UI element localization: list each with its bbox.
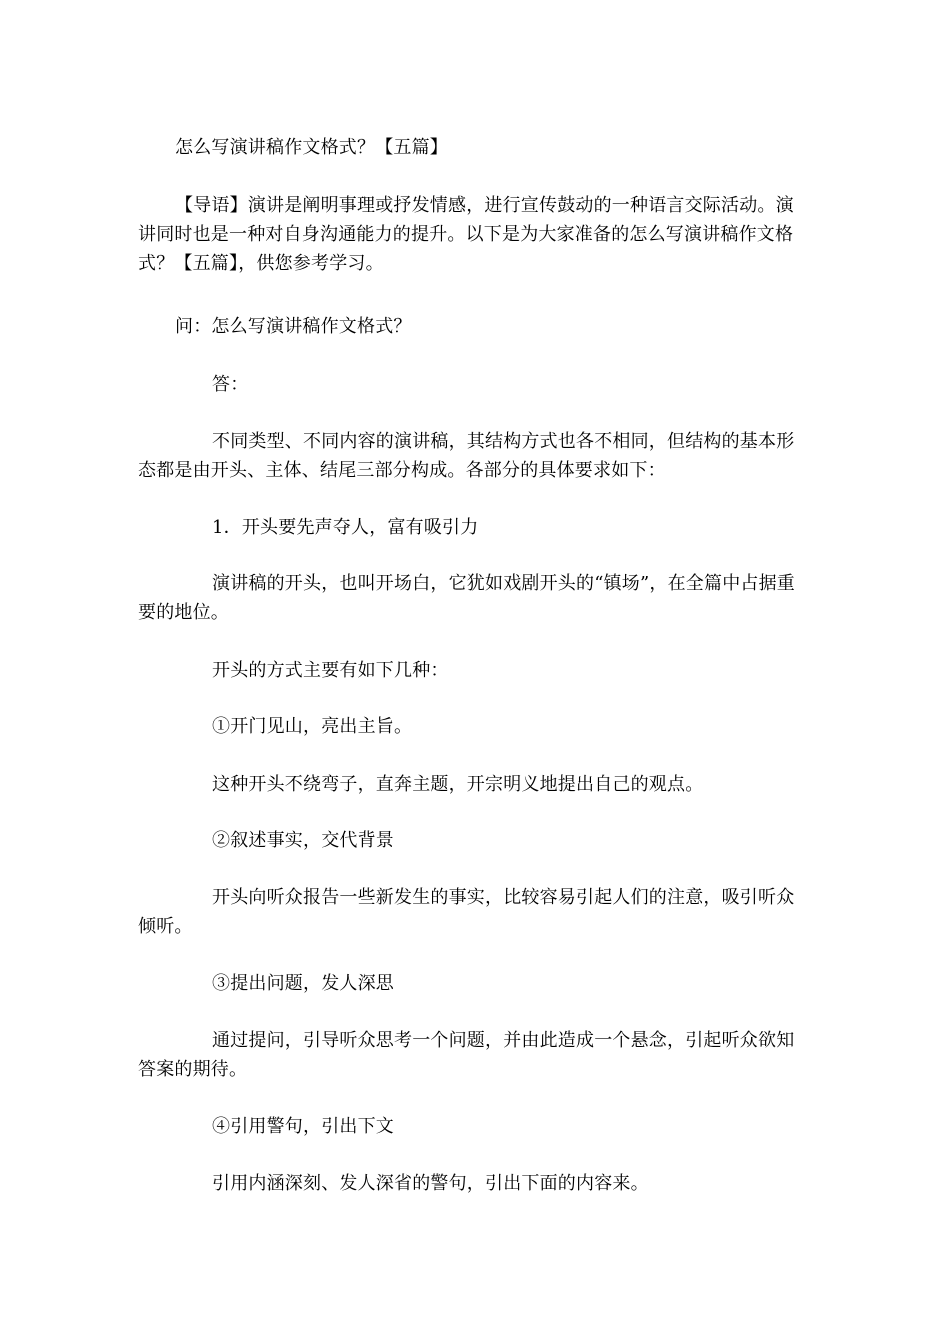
method-item-1: ①开门见山，亮出主旨。 xyxy=(212,716,413,737)
method-item-2-description: 开头向听众报告一些新发生的事实，比较容易引起人们的注意，吸引听众倾听。 xyxy=(138,887,795,937)
method-item-4-description: 引用内涵深刻、发人深省的警句，引出下面的内容来。 xyxy=(212,1173,649,1194)
method-item-1-description: 这种开头不绕弯子，直奔主题，开宗明义地提出自己的观点。 xyxy=(212,774,704,795)
question-line: 问：怎么写演讲稿作文格式？ xyxy=(175,316,412,337)
method-item-3-description: 通过提问，引导听众思考一个问题，并由此造成一个悬念，引起听众欲知答案的期待。 xyxy=(138,1030,795,1080)
method-item-3: ③提出问题，发人深思 xyxy=(212,973,394,994)
opening-methods-intro: 开头的方式主要有如下几种： xyxy=(212,660,449,681)
intro-paragraph: 【导语】演讲是阐明事理或抒发情感，进行宣传鼓动的一种语言交际活动。演讲同时也是一种对自身沟通能力的提升。以下是为大家准备的怎么写演讲稿作文格式？【五篇】，供您参考学习。 xyxy=(138,195,794,274)
answer-label: 答： xyxy=(212,374,249,395)
method-item-2: ②叙述事实，交代背景 xyxy=(212,830,394,851)
section-heading-opening: 1．开头要先声夺人，富有吸引力 xyxy=(212,517,479,538)
opening-description-paragraph: 演讲稿的开头，也叫开场白，它犹如戏剧开头的“镇场”，在全篇中占据重要的地位。 xyxy=(138,573,796,623)
method-item-4: ④引用警句，引出下文 xyxy=(212,1116,394,1137)
structure-paragraph: 不同类型、不同内容的演讲稿，其结构方式也各不相同，但结构的基本形态都是由开头、主体、结尾三部分构成。各部分的具体要求如下： xyxy=(138,431,795,481)
document-title: 怎么写演讲稿作文格式？【五篇】 xyxy=(175,137,448,158)
